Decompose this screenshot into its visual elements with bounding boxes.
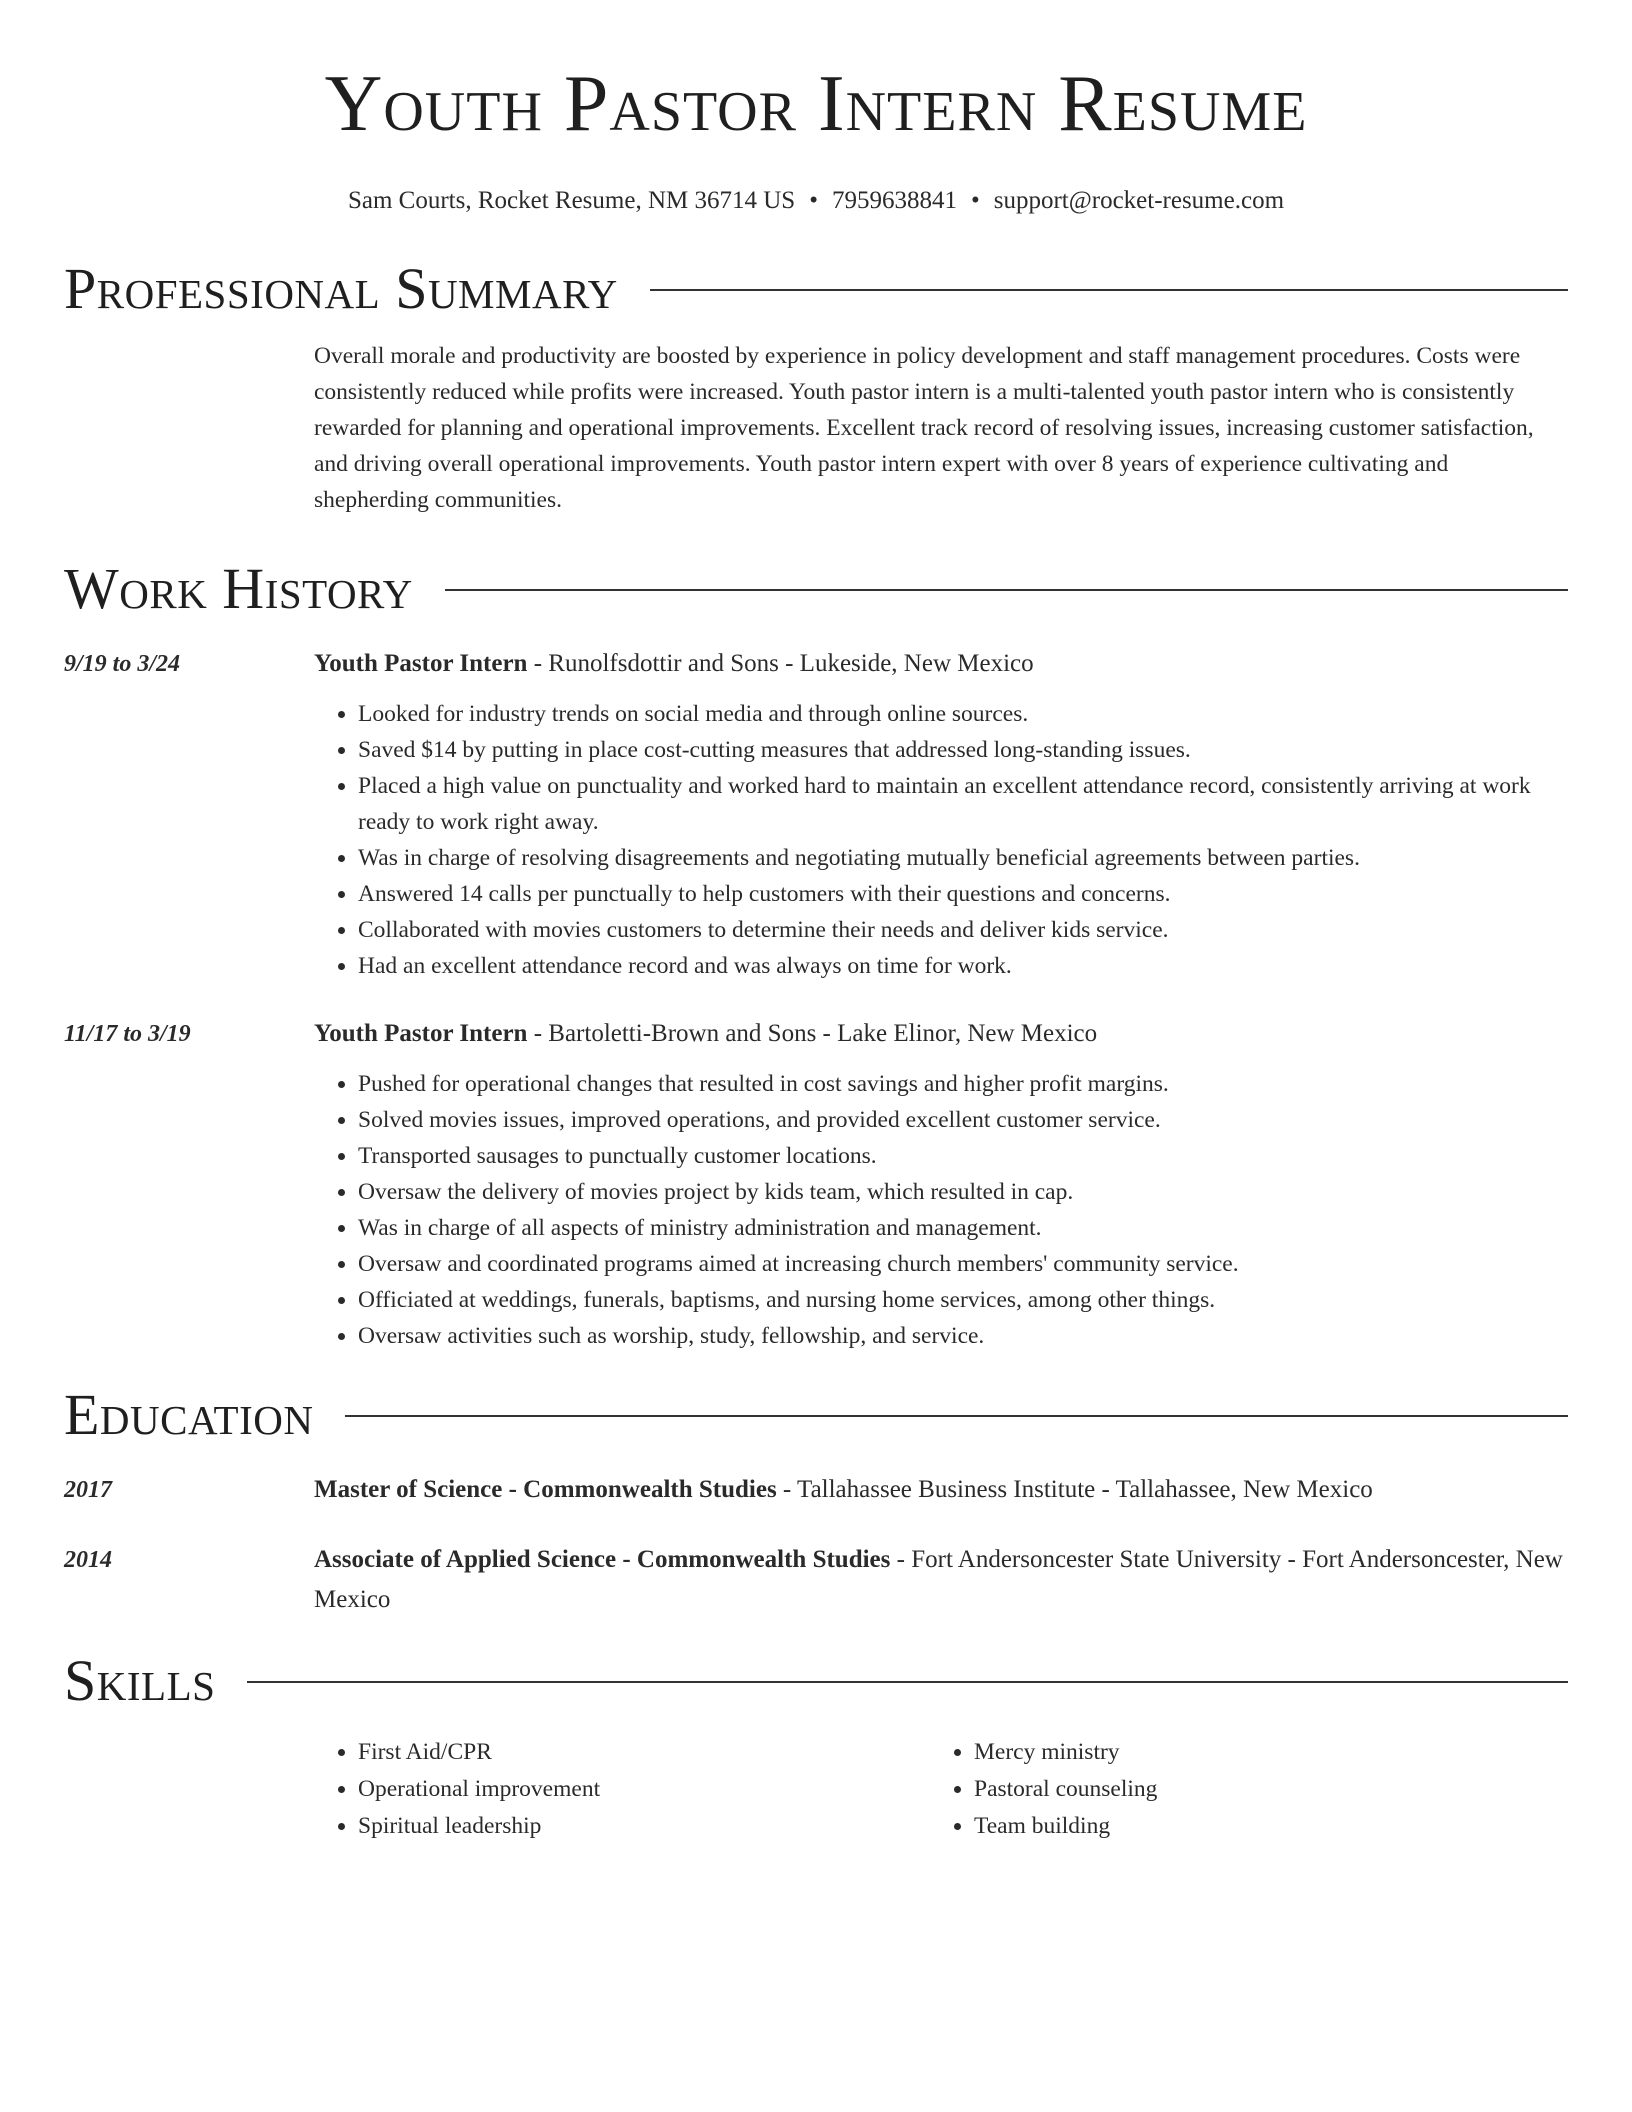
job-content xyxy=(314,1014,1568,1354)
education-year: 2017 xyxy=(64,1477,112,1503)
skills-left-column xyxy=(314,1734,930,1845)
section-divider xyxy=(247,1681,1568,1683)
education-content xyxy=(314,1470,1568,1510)
job-title: Youth Pastor Intern xyxy=(314,1020,528,1047)
contact-separator: • xyxy=(970,187,980,214)
job-dates: 9/19 to 3/24 xyxy=(64,651,181,677)
list-item: • Pushed for operational changes that resulted in cost savings and higher profit margins. xyxy=(358,1066,1568,1102)
job-bullets xyxy=(314,696,1568,984)
list-item: • Answered 14 calls per punctually to help customers with their questions and concerns. xyxy=(358,876,1568,912)
section-divider xyxy=(445,589,1568,591)
job-content xyxy=(314,644,1568,984)
job-details: - Bartoletti-Brown and Sons - Lake Elinor, New Mexico xyxy=(527,1020,1098,1047)
contact-line xyxy=(64,184,1568,218)
list-item: • Saved $14 by putting in place cost-cutting measures that addressed long-standing issues. xyxy=(358,732,1568,768)
summary-heading: Professional Summary xyxy=(64,256,618,321)
work-heading: Work History xyxy=(64,556,413,621)
work-section-header xyxy=(64,558,1568,620)
list-item: • Was in charge of all aspects of ministry administration and management. xyxy=(358,1210,1568,1246)
contact-separator: • xyxy=(809,187,818,214)
list-item: • Collaborated with movies customers to determine their needs and deliver kids service. xyxy=(358,912,1568,948)
summary-section-header xyxy=(64,258,1568,320)
list-item: • Placed a high value on punctuality and worked hard to maintain an excellent attendance record, consistently arriving at work ready to work right away. xyxy=(358,768,1568,840)
skill-item: • Spiritual leadership xyxy=(358,1808,930,1845)
education-entry xyxy=(64,1470,1568,1510)
section-divider xyxy=(650,289,1568,291)
job-entry xyxy=(64,644,1568,984)
education-headline xyxy=(314,1540,1568,1620)
list-item: • Solved movies issues, improved operations, and provided excellent customer service. xyxy=(358,1102,1568,1138)
skill-item: • Operational improvement xyxy=(358,1771,930,1808)
contact-email: support@rocket-resume.com xyxy=(993,187,1285,214)
list-item: • Transported sausages to punctually customer locations. xyxy=(358,1138,1568,1174)
education-headline xyxy=(314,1470,1568,1510)
skills-columns xyxy=(314,1734,1568,1845)
list-item: • Oversaw activities such as worship, study, fellowship, and service. xyxy=(358,1318,1568,1354)
list-item: • Officiated at weddings, funerals, baptisms, and nursing home services, among other things. xyxy=(358,1282,1568,1318)
section-divider xyxy=(345,1415,1568,1417)
job-headline xyxy=(314,644,1568,684)
job-title: Youth Pastor Intern xyxy=(314,650,528,677)
skills-section-header xyxy=(64,1650,1568,1712)
list-item: • Looked for industry trends on social media and through online sources. xyxy=(358,696,1568,732)
skills-heading: Skills xyxy=(64,1648,216,1713)
skill-item: • Pastoral counseling xyxy=(974,1771,1546,1808)
job-details: - Runolfsdottir and Sons - Lukeside, New Mexico xyxy=(527,650,1034,677)
education-details: - Fort Andersoncester State University - Fort Andersoncester, New Mexico xyxy=(314,1546,1563,1613)
education-details: - Tallahassee Business Institute - Tallahassee, New Mexico xyxy=(776,1476,1373,1503)
skill-item: • First Aid/CPR xyxy=(358,1734,930,1771)
job-bullets xyxy=(314,1066,1568,1354)
list-item: • Oversaw and coordinated programs aimed at increasing church members' community service. xyxy=(358,1246,1568,1282)
list-item: • Had an excellent attendance record and was always on time for work. xyxy=(358,948,1568,984)
contact-address: Sam Courts, Rocket Resume, NM 36714 US xyxy=(347,187,796,214)
education-entry xyxy=(64,1540,1568,1620)
list-item: • Oversaw the delivery of movies project by kids team, which resulted in cap. xyxy=(358,1174,1568,1210)
skill-item: • Mercy ministry xyxy=(974,1734,1546,1771)
education-section-header xyxy=(64,1384,1568,1446)
skills-right-column xyxy=(930,1734,1546,1845)
job-entry xyxy=(64,1014,1568,1354)
resume-title: Youth Pastor Intern Resume xyxy=(324,60,1308,148)
education-degree: Master of Science - Commonwealth Studies xyxy=(314,1476,777,1503)
list-item: • Was in charge of resolving disagreements and negotiating mutually beneficial agreements between parties. xyxy=(358,840,1568,876)
education-year: 2014 xyxy=(64,1547,112,1573)
contact-phone: 7959638841 xyxy=(831,187,957,214)
education-degree: Associate of Applied Science - Commonwealth Studies xyxy=(314,1546,891,1573)
summary-text: Overall morale and productivity are boosted by experience in policy development and staff management procedures. Costs were consistently reduced while profits were increased. Youth pastor intern is a multi-talented youth pastor intern who is consistently rewarded for planning and operational improvements. Excellent track record of resolving issues, increasing customer satisfaction, and driving overall operational improvements. Youth pastor intern expert with over 8 years of experience cultivating and shepherding communities. xyxy=(314,343,1534,513)
job-headline xyxy=(314,1014,1568,1054)
education-content xyxy=(314,1540,1568,1620)
job-dates: 11/17 to 3/19 xyxy=(64,1021,191,1047)
skill-item: • Team building xyxy=(974,1808,1546,1845)
education-heading: Education xyxy=(64,1382,314,1447)
